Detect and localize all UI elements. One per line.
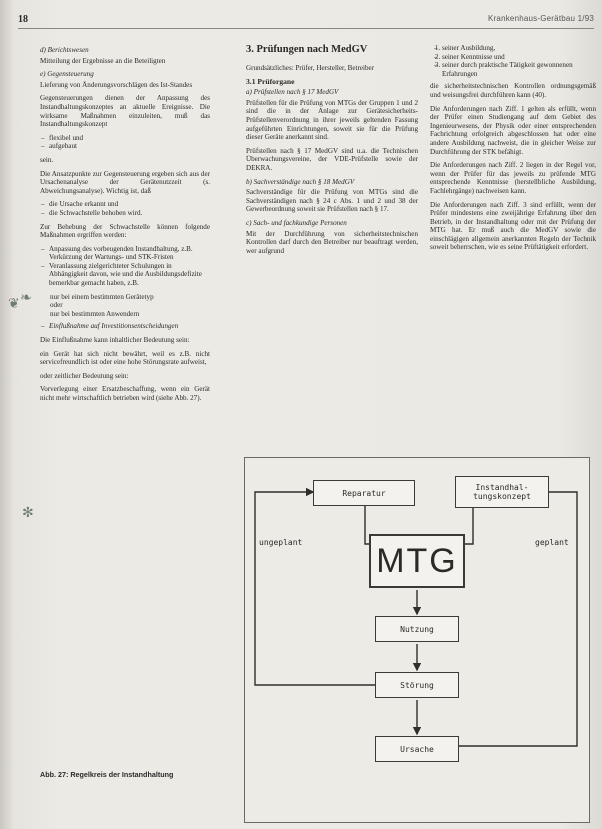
page-number: 18 [18, 14, 28, 25]
paragraph: Die Anforderungen nach Ziff. 3 sind erfüllt, wenn der Prüfer mindestens eine zweijährige Erfahrung über den Betrieb, in der Instandhaltung oder mit der Prüfung der MTG hat. Er muß auch die MedGV sowie die einschlägigen allgemein anerkannten Regeln der Technik soweit beherrschen, wie es seine Prüftätigkeit erfordert. [430, 200, 596, 252]
maintenance-cycle-diagram [244, 457, 590, 823]
paragraph: oder zeitlicher Bedeutung sein: [40, 371, 129, 380]
list-item: – die Ursache erkannt und [49, 200, 210, 209]
paragraph: Sachverständige für die Prüfung von MTGs sind die Sachverständigen nach § 24 c Abs. 1 und 2 und 38 der Gewerbeordnung soweit sie Prüfstellen nach § 17. [246, 188, 418, 214]
numbered-list [430, 44, 596, 78]
indented-block [40, 293, 210, 319]
item-e-heading: e) Gegensteuerung [40, 70, 94, 79]
list [40, 322, 210, 331]
section-title: 3. Prüfungen nach MedGV [246, 44, 368, 55]
paragraph: Die Anforderungen nach Ziff. 2 liegen in der Regel vor, wenn der Prüfer für das jeweils zu prüfende MTG entsprechende Kenntnisse (herstellbliche Ausbildung, Fachlehrgänge) nachweisen kann. [430, 161, 596, 195]
loop-geplant [459, 492, 577, 746]
list-item: – Anpassung des vorbeugenden Instandhaltung, z.B. Verkürzung der Wartungs- und STK-Fristen [49, 245, 210, 262]
indented-line: oder [50, 301, 63, 310]
indented-line: nur bei einem bestimmten Gerätetyp [50, 292, 154, 301]
running-head: Krankenhaus-Gerätbau 1/93 [488, 14, 594, 23]
list-item: – Veranlassung zielgerichteter Schulungen in Abhängigkeit davon, wie und die Ausbildungsdefizite bemerkbar gemacht haben, z.B. [49, 262, 210, 288]
box-stoerung: Störung [375, 672, 459, 698]
paragraph: sein. [40, 155, 54, 164]
paragraph: Mit der Durchführung von sicherheitstechnischen Kontrollen darf durch den Betreiber nur beauftragt werden, wer aufgrund [246, 229, 418, 255]
margin-mark-icon: ❧ [20, 290, 32, 306]
paragraph: die sicherheitstechnischen Kontrollen ordnungsgemäß und weisungsfrei durchführen kann (40). [430, 82, 596, 99]
item-e-text: Lieferung von Änderungsvorschlägen des Ist-Standes [40, 80, 193, 89]
paragraph: Grundsätzliches: Prüfer, Hersteller, Betreiber [246, 64, 375, 72]
column-left [40, 46, 210, 408]
box-nutzung: Nutzung [375, 616, 459, 642]
subsection-title: 3.1 Prüforgane [246, 76, 295, 86]
paragraph: Prüfstellen für die Prüfung von MTGs der Gruppen 1 und 2 sind die in der Anlage zur Gerätesicherheits-Prüfstellenverordnung in ihrer jeweils geltenden Fassung aufgeführten Einrichtungen, soweit sie für die Prüfung dieser Geräte anerkannt sind. [246, 98, 418, 142]
list-item: – 2. seiner Kenntnisse und [442, 53, 596, 62]
column-right [430, 44, 596, 257]
paragraph: Die Einflußnahme kann inhaltlicher Bedeutung sein: [40, 336, 190, 345]
item-d-heading: d) Berichtswesen [40, 46, 89, 54]
list-item: – 1. seiner Ausbildung, [442, 44, 596, 53]
item-c-heading: c) Sach- und fachkundige Personen [246, 218, 347, 227]
list-item: – 3. seiner durch praktische Tätigkeit gewonnenen Erfahrungen [442, 61, 596, 78]
paragraph: Die Ansatzpunkte zur Gegensteuerung ergeben sich aus der Ursachenanalyse der Gerätenutzzeit (s. Abweichungsanalyse). Wichtig ist, daß [40, 169, 210, 195]
paragraph: Prüfstellen nach § 17 MedGV sind u.a. die Technischen Überwachungsvereine, der VDE-Prüfstelle sowie der DEKRA. [246, 146, 418, 172]
list [40, 134, 210, 151]
paragraph: Vorverlegung einer Ersatzbeschaffung, wenn ein Gerät nicht mehr wirtschaftlich betrieben wird (siehe Abb. 27). [40, 385, 210, 402]
list [40, 245, 210, 288]
column-middle [246, 44, 418, 260]
paragraph: Gegensteuerungen dienen der Anpassung des Instandhaltungskonzeptes an aktuelle Ereignisse. Die wirksame Maßnahmen einzuleiten, muß das Instandhaltungskonzept [40, 94, 210, 129]
loop-ungeplant [255, 492, 375, 685]
indented-line: nur bei bestimmten Anwendern [50, 309, 140, 318]
box-ursache: Ursache [375, 736, 459, 762]
margin-mark-icon: ❦ [8, 296, 20, 312]
box-instandhaltungskonzept: Instandhal- tungskonzept [455, 476, 549, 508]
label-ungeplant: ungeplant [259, 538, 303, 547]
label-geplant: geplant [535, 538, 569, 547]
paragraph: Die Anforderungen nach Ziff. 1 gelten als erfüllt, wenn der Prüfer einen Studiengang auf dem Gebiet des Ingenieurwesens, der Physik oder einer entsprechenden Fachrichtung erfolgreich abgeschlossen hat oder eine andere Ausbildung nachweist, die in gleicher Weise zur Durchführung der STK befähigt. [430, 104, 596, 156]
margin-mark-icon: ✻ [22, 505, 34, 521]
item-d-text: Mitteilung der Ergebnisse an die Beteiligten [40, 56, 166, 65]
list-item: – aufgebaut [49, 142, 210, 151]
list-item: – die Schwachstelle behoben wird. [49, 209, 210, 218]
paragraph: ein Gerät hat sich nicht bewährt, weil es z.B. nicht servicefreundlich ist oder eine hohe Störungsrate aufweist, [40, 349, 210, 367]
box-reparatur: Reparatur [313, 480, 415, 506]
page-header [18, 14, 594, 28]
list [40, 200, 210, 217]
figure-caption: Abb. 27: Regelkreis der Instandhaltung [40, 770, 174, 779]
item-a-heading: a) Prüfstellen nach § 17 MedGV [246, 88, 339, 97]
list-item: – Einflußnahme auf Investitionsentscheidungen [49, 322, 210, 331]
paragraph: Zur Behebung der Schwachstelle können folgende Maßnahmen ergriffen werden: [40, 222, 210, 240]
item-b-heading: b) Sachverständige nach § 18 MedGV [246, 177, 355, 186]
box-mtg: MTG [369, 534, 465, 588]
list-item: – flexibel und [49, 134, 210, 143]
header-rule [18, 28, 594, 29]
